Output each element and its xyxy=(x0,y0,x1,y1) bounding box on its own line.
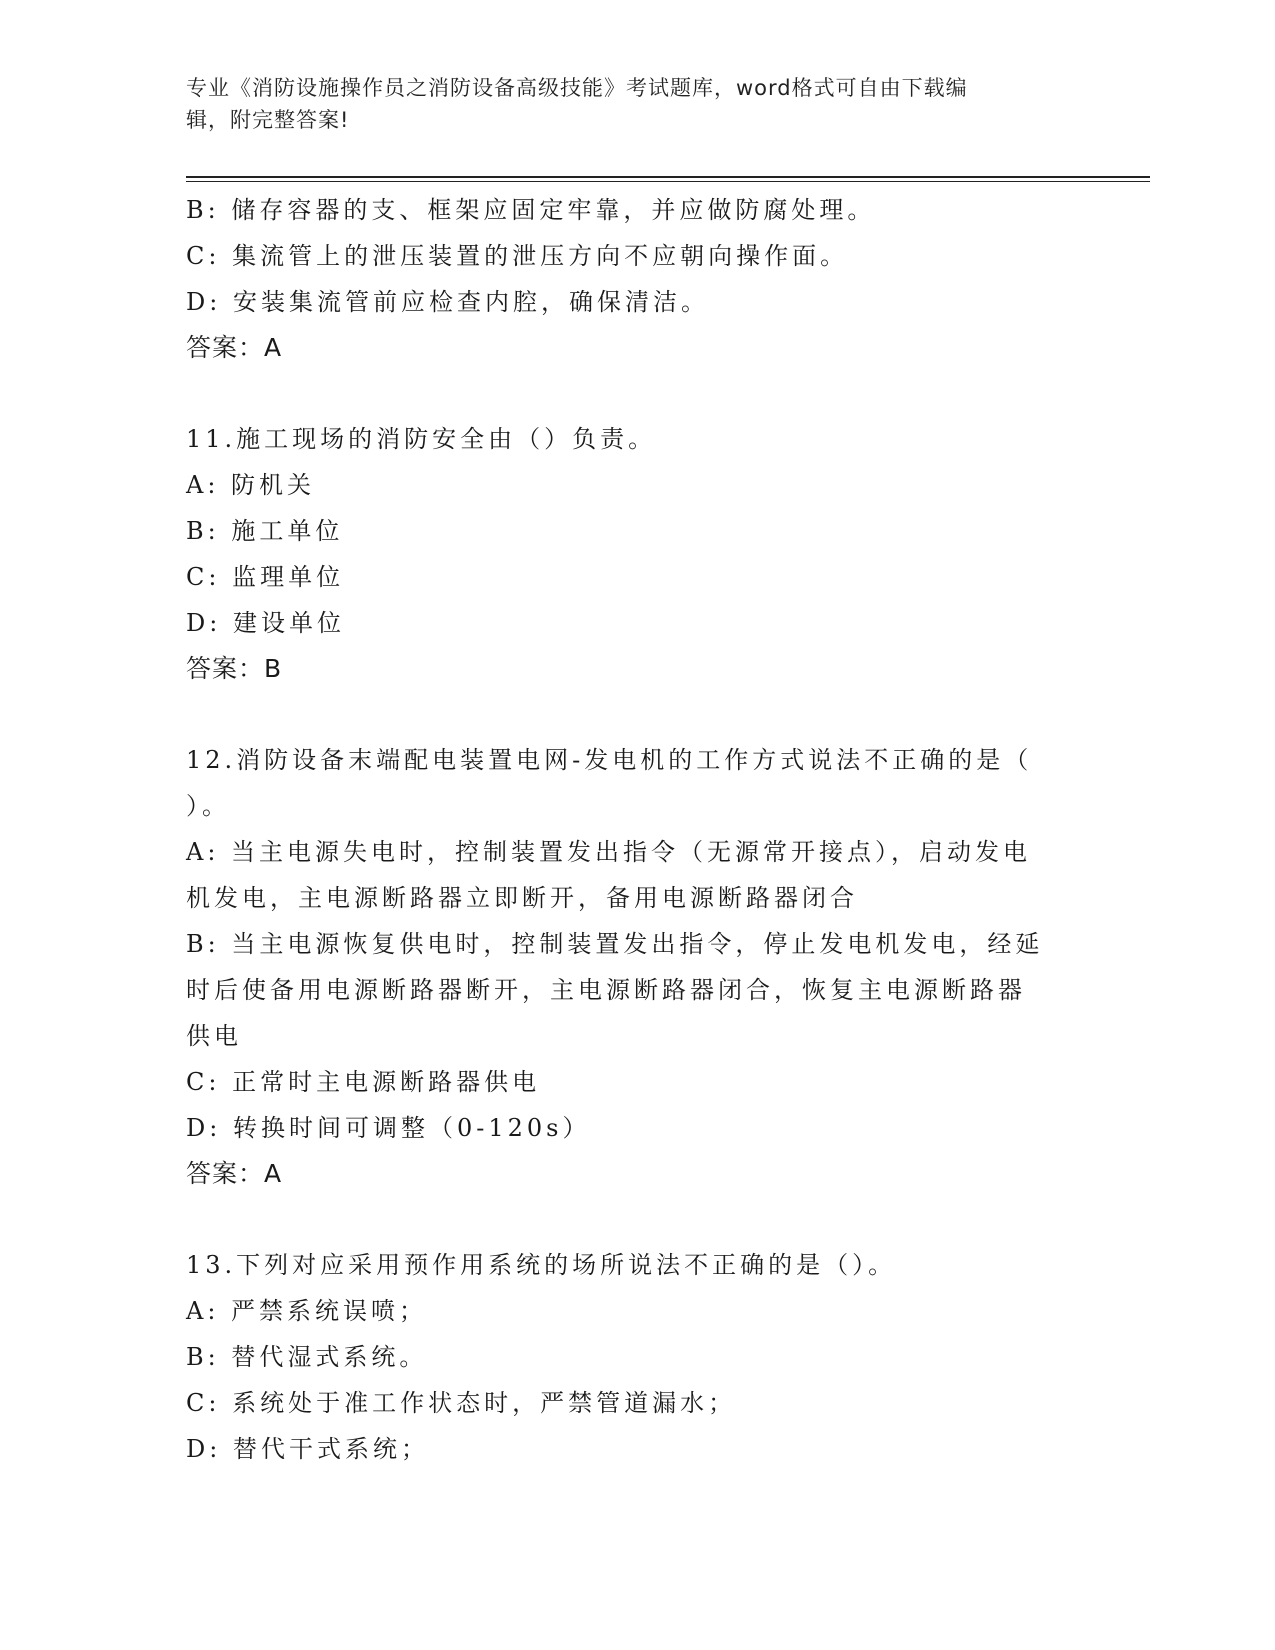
question-12 xyxy=(186,737,1076,1197)
option-b: B: 替代湿式系统。 xyxy=(186,1343,428,1371)
option-b: B: 施工单位 xyxy=(186,517,344,545)
option-a-line-1: A: 当主电源失电时，控制装置发出指令（无源常开接点），启动发电 xyxy=(186,838,1032,866)
option-b: B: 储存容器的支、框架应固定牢靠，并应做防腐处理。 xyxy=(186,196,876,224)
header-divider-thick xyxy=(186,176,1150,178)
question-list xyxy=(186,187,1076,1472)
option-b-line-2: 时后使备用电源断路器断开，主电源断路器闭合，恢复主电源断路器 xyxy=(186,976,1026,1004)
spacer xyxy=(186,371,1076,416)
question-11 xyxy=(186,416,1076,692)
option-a: A: 防机关 xyxy=(186,471,316,499)
question-text: 13.下列对应采用预作用系统的场所说法不正确的是（）。 xyxy=(186,1251,897,1279)
question-text-line-2: ）。 xyxy=(186,792,230,820)
answer-text: 答案：A xyxy=(186,1159,283,1188)
option-b-line-1: B: 当主电源恢复供电时，控制装置发出指令，停止发电机发电，经延 xyxy=(186,930,1044,958)
option-d: D: 转换时间可调整（0-120s） xyxy=(186,1114,591,1142)
option-d: D: 安装集流管前应检查内腔，确保清洁。 xyxy=(186,288,709,316)
option-c: C: 系统处于准工作状态时，严禁管道漏水； xyxy=(186,1389,737,1417)
spacer xyxy=(186,692,1076,737)
option-d: D: 替代干式系统； xyxy=(186,1435,429,1463)
option-c: C: 正常时主电源断路器供电 xyxy=(186,1068,541,1096)
document-header xyxy=(186,72,1066,136)
question-text: 11.施工现场的消防安全由（）负责。 xyxy=(186,425,657,453)
option-a-line-2: 机发电，主电源断路器立即断开，备用电源断路器闭合 xyxy=(186,884,858,912)
header-divider-thin xyxy=(186,181,1150,182)
option-c: C: 监理单位 xyxy=(186,563,345,591)
question-text-line-1: 12.消防设备末端配电装置电网-发电机的工作方式说法不正确的是（ xyxy=(186,746,1033,774)
option-a: A: 严禁系统误喷； xyxy=(186,1297,428,1325)
header-line-2: 辑，附完整答案! xyxy=(186,108,350,132)
answer-text: 答案：B xyxy=(186,654,283,683)
question-10 xyxy=(186,187,1076,371)
header-line-1: 专业《消防设施操作员之消防设备高级技能》考试题库，word格式可自由下载编 xyxy=(186,76,968,100)
option-d: D: 建设单位 xyxy=(186,609,345,637)
answer-text: 答案：A xyxy=(186,333,283,362)
spacer xyxy=(186,1197,1076,1242)
option-c: C: 集流管上的泄压装置的泄压方向不应朝向操作面。 xyxy=(186,242,849,270)
question-13 xyxy=(186,1242,1076,1472)
option-b-line-3: 供电 xyxy=(186,1022,242,1050)
